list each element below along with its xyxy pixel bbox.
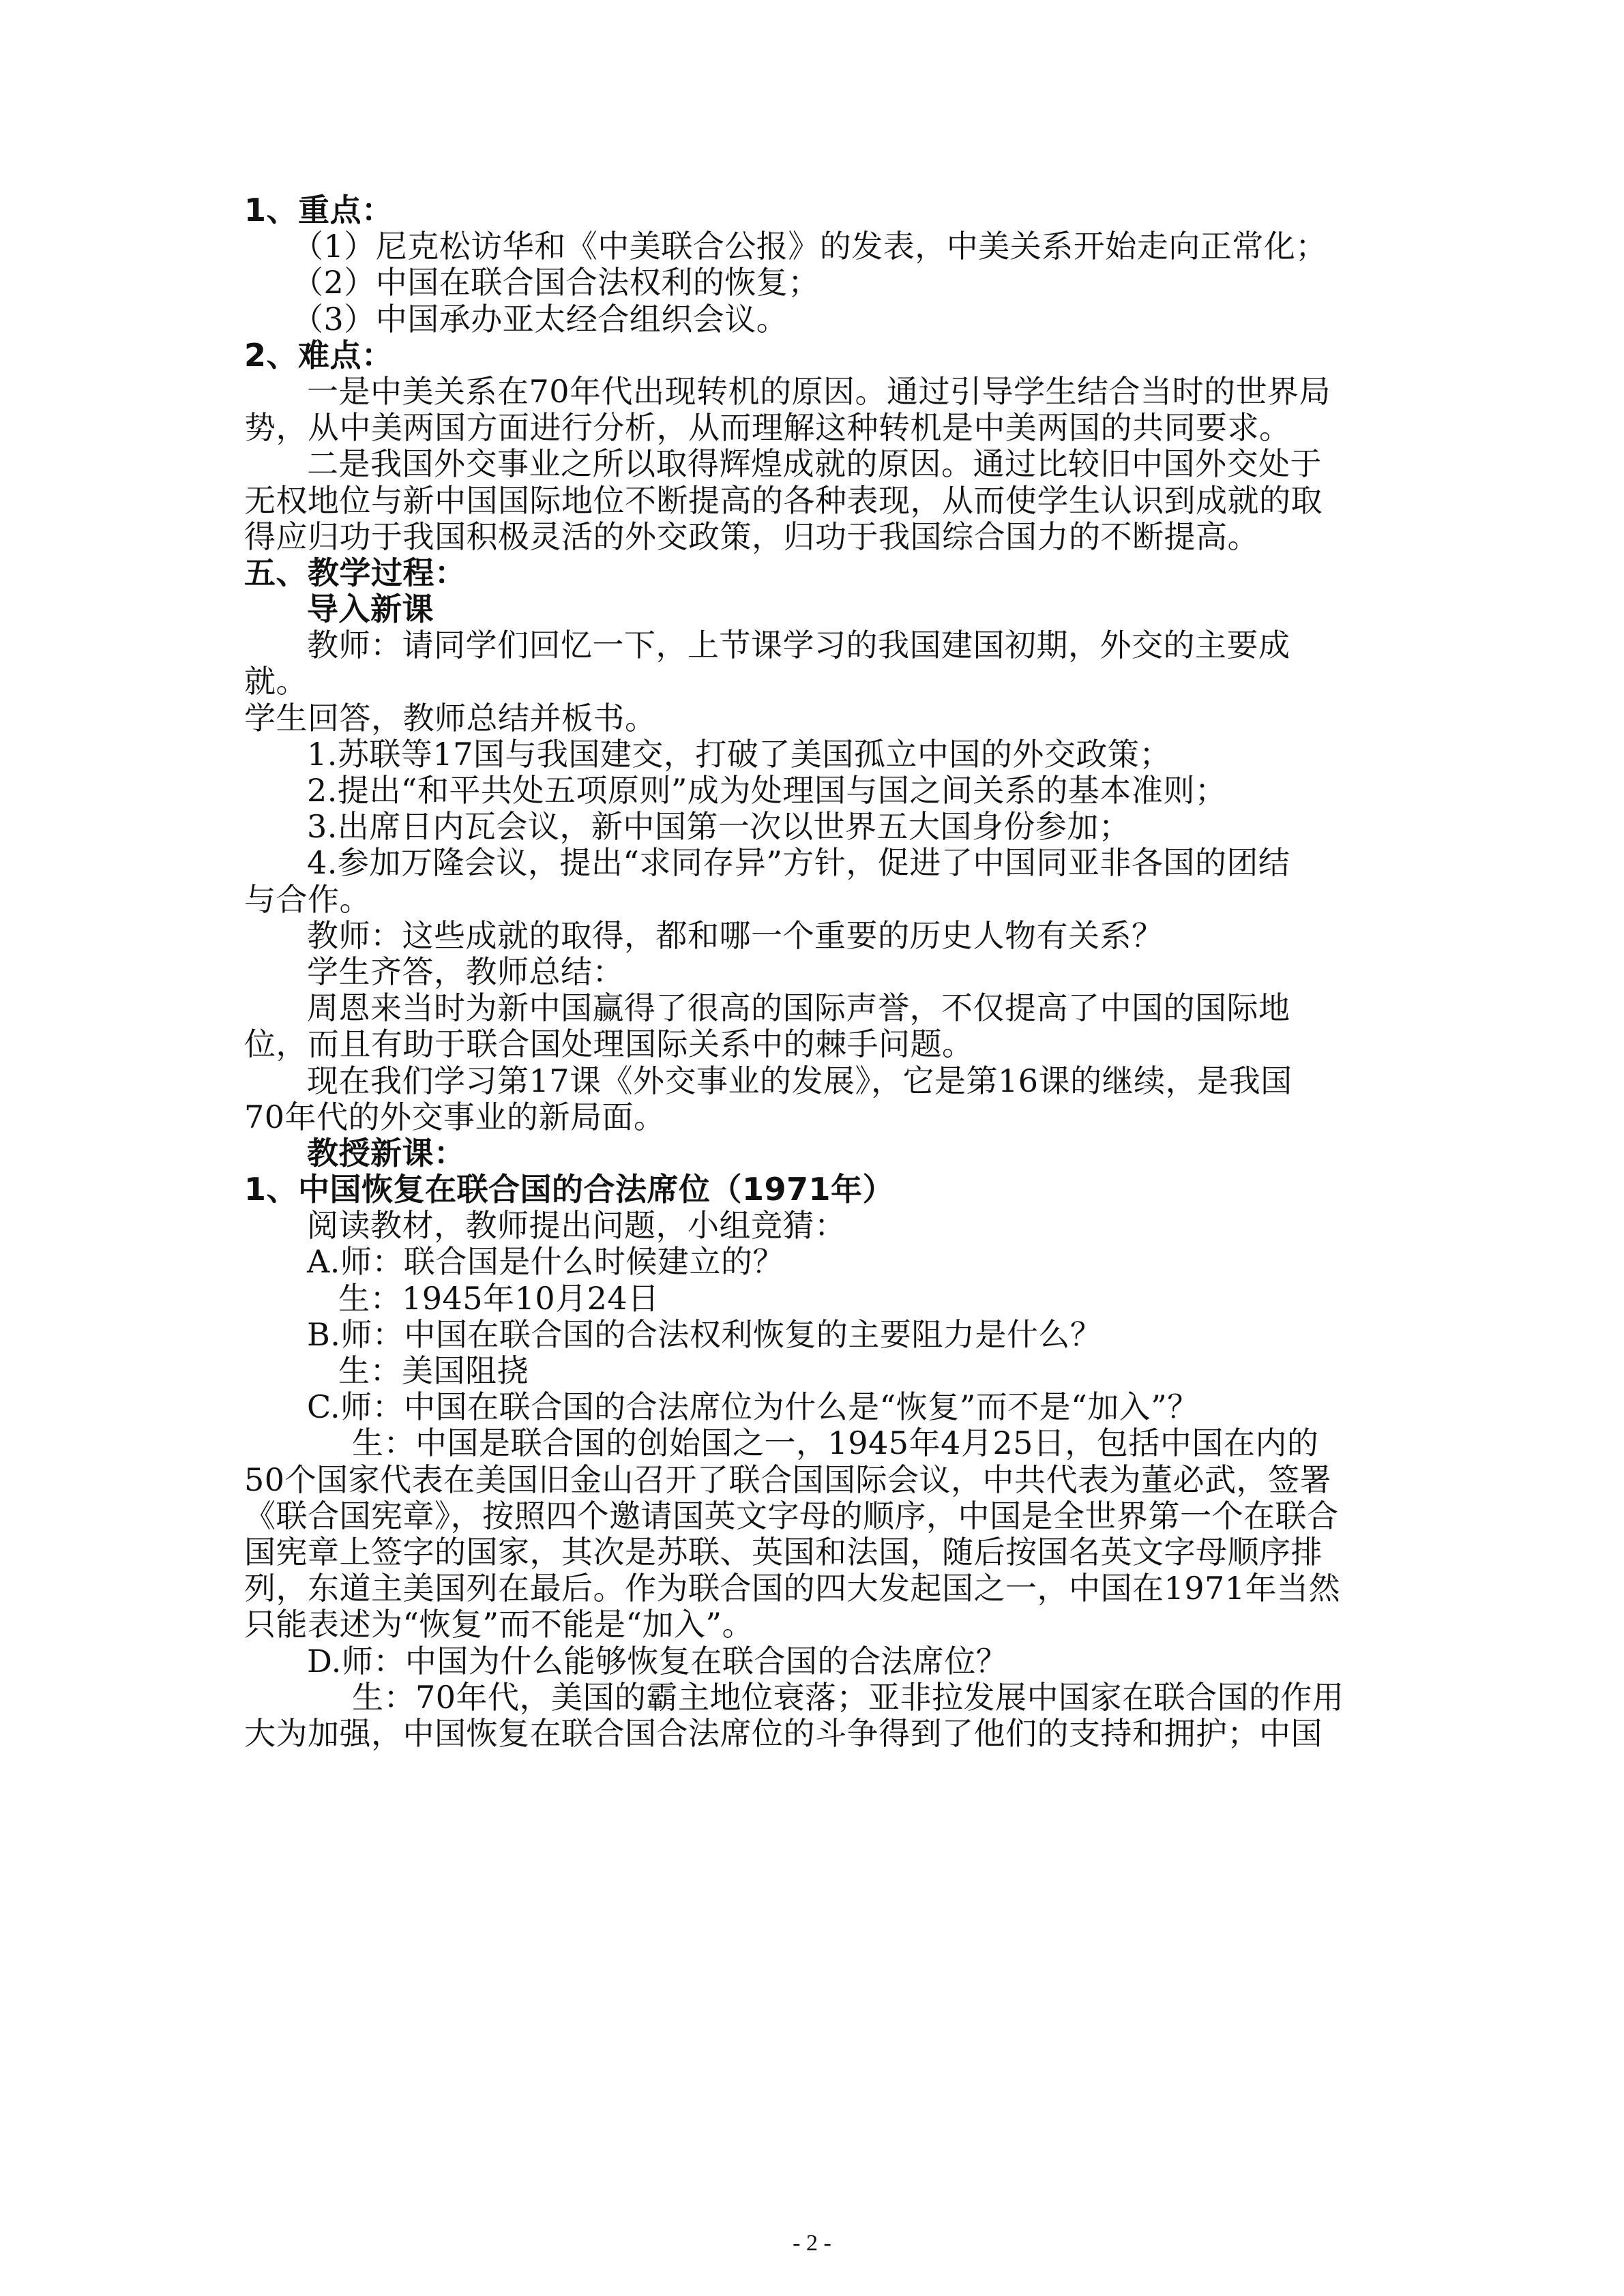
paragraph-line: 列，东道主美国列在最后。作为联合国的四大发起国之一，中国在1971年当然 (244, 1570, 1341, 1607)
paragraph-line: （2）中国在联合国合法权利的恢复； (292, 264, 820, 301)
paragraph-line: 与合作。 (244, 880, 371, 918)
paragraph-line: 周恩来当时为新中国赢得了很高的国际声誉，不仅提高了中国的国际地 (307, 989, 1290, 1027)
paragraph-line: 2.提出“和平共处五项原则”成为处理国与国之间关系的基本准则； (307, 772, 1227, 809)
paragraph-line: （3）中国承办亚太经合组织会议。 (292, 300, 788, 338)
paragraph-line: 70年代的外交事业的新局面。 (244, 1098, 666, 1135)
paragraph-line: 生：中国是联合国的创始国之一，1945年4月25日，包括中国在内的 (352, 1425, 1319, 1462)
paragraph-line: 势，从中美两国方面进行分析，从而理解这种转机是中美两国的共同要求。 (244, 409, 1291, 447)
section-heading: 1、中国恢复在联合国的合法席位（1971年） (244, 1171, 895, 1208)
paragraph-line: 50个国家代表在美国旧金山召开了联合国国际会议，中共代表为董必武，签署 (244, 1461, 1332, 1498)
paragraph-line: 大为加强，中国恢复在联合国合法席位的斗争得到了他们的支持和拥护；中国 (244, 1714, 1323, 1752)
paragraph-line: B.师：中国在联合国的合法权利恢复的主要阻力是什么？ (307, 1315, 1102, 1353)
paragraph-line: 一是中美关系在70年代出现转机的原因。通过引导学生结合当时的世界局 (307, 372, 1331, 410)
paragraph-line: A.师：联合国是什么时候建立的？ (307, 1243, 784, 1281)
paragraph-line: C.师：中国在联合国的合法席位为什么是“恢复”而不是“加入”？ (307, 1388, 1199, 1426)
paragraph-line: 位，而且有助于联合国处理国际关系中的棘手问题。 (244, 1026, 974, 1063)
paragraph-line: 就。 (244, 663, 308, 700)
section-heading: 教授新课： (307, 1134, 466, 1172)
paragraph-line: 4.参加万隆会议，提出“求同存异”方针，促进了中国同亚非各国的团结 (307, 844, 1290, 882)
paragraph-line: 学生回答，教师总结并板书。 (244, 699, 657, 736)
paragraph-line: 生：1945年10月24日 (338, 1279, 660, 1317)
paragraph-line: 3.出席日内瓦会议，新中国第一次以世界五大国身份参加； (307, 808, 1131, 846)
paragraph-line: 阅读教材，教师提出问题，小组竞猜： (307, 1207, 846, 1244)
paragraph-line: 无权地位与新中国国际地位不断提高的各种表现，从而使学生认识到成就的取 (244, 481, 1323, 519)
paragraph-line: 二是我国外交事业之所以取得辉煌成就的原因。通过比较旧中国外交处于 (307, 445, 1322, 483)
paragraph-line: 得应归功于我国积极灵活的外交政策，归功于我国综合国力的不断提高。 (244, 518, 1259, 555)
paragraph-line: 教师：请同学们回忆一下，上节课学习的我国建国初期，外交的主要成 (307, 627, 1290, 664)
paragraph-line: 只能表述为“恢复”而不能是“加入”。 (244, 1606, 754, 1643)
paragraph-line: 生：70年代，美国的霸主地位衰落；亚非拉发展中国家在联合国的作用 (352, 1678, 1344, 1716)
section-heading: 2、难点： (244, 336, 394, 374)
paragraph-line: 学生齐答，教师总结： (307, 953, 624, 990)
document-body (244, 192, 1382, 1752)
section-heading: 导入新课 (307, 591, 434, 628)
section-heading: 五、教学过程： (244, 554, 467, 591)
paragraph-line: 《联合国宪章》，按照四个邀请国英文字母的顺序，中国是全世界第一个在联合 (244, 1497, 1339, 1534)
paragraph-line: D.师：中国为什么能够恢复在联合国的合法席位？ (307, 1642, 1008, 1680)
page-number: - 2 - (793, 2231, 831, 2256)
paragraph-line: （1）尼克松访华和《中美联合公报》的发表，中美关系开始走向正常化； (292, 228, 1327, 265)
paragraph-line: 生：美国阻挠 (338, 1352, 529, 1389)
section-heading: 1、重点： (244, 192, 394, 228)
paragraph-line: 国宪章上签字的国家，其次是苏联、英国和法国，随后按国名英文字母顺序排 (244, 1533, 1323, 1570)
paragraph-line: 教师：这些成就的取得，都和哪一个重要的历史人物有关系？ (307, 916, 1164, 954)
paragraph-line: 1.苏联等17国与我国建交，打破了美国孤立中国的外交政策； (307, 735, 1171, 773)
paragraph-line: 现在我们学习第17课《外交事业的发展》，它是第16课的继续，是我国 (307, 1062, 1293, 1099)
